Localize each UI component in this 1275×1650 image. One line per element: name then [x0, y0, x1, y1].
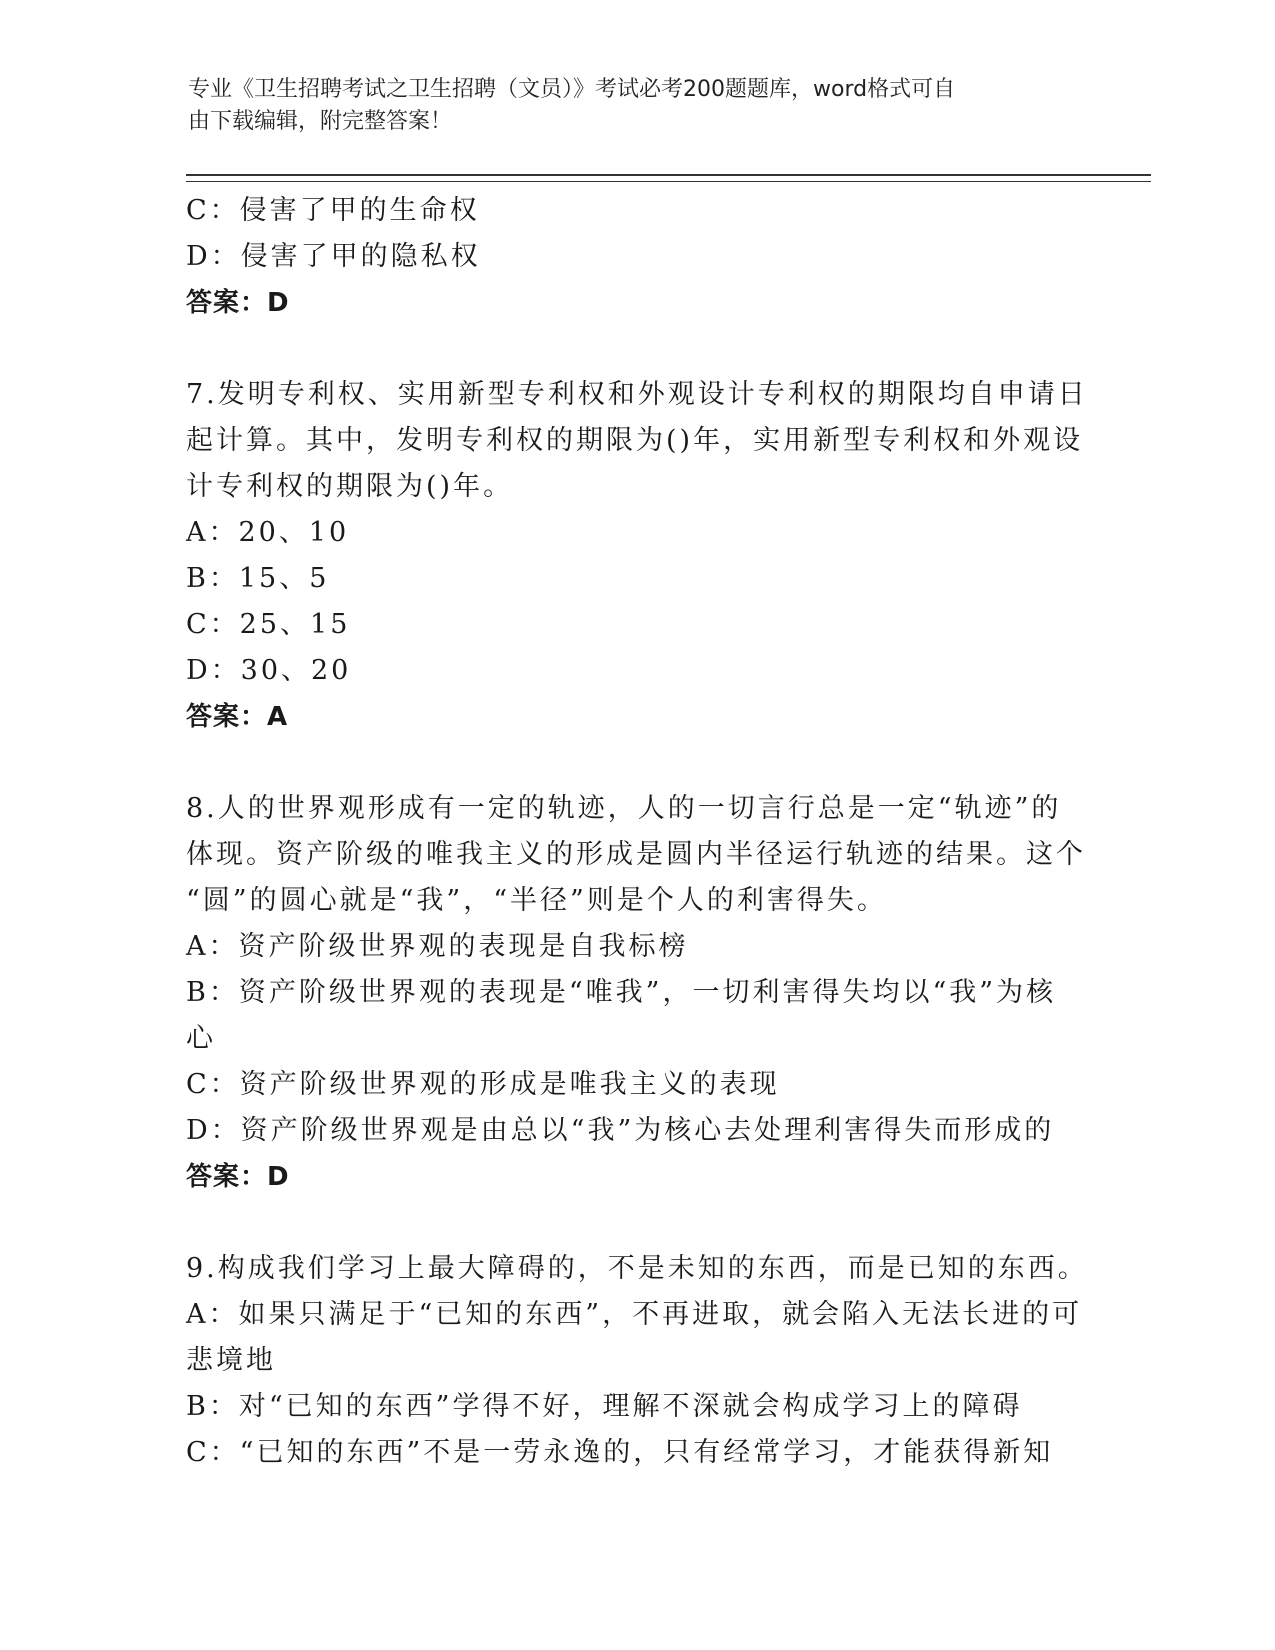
q9-option-a-line-2: 悲境地: [186, 1345, 276, 1376]
q7-stem-line-1: 7.发明专利权、实用新型专利权和外观设计专利权的期限均自申请日: [186, 379, 1088, 410]
q6-option-d: D：侵害了甲的隐私权: [186, 241, 481, 272]
q9-option-a-line-1: A：如果只满足于“已知的东西”，不再进取，就会陷入无法长进的可: [186, 1299, 1083, 1330]
q7-option-b: B：15、5: [186, 563, 330, 594]
q6-option-c: C：侵害了甲的生命权: [186, 195, 480, 226]
q9-option-b: B：对“已知的东西”学得不好，理解不深就会构成学习上的障碍: [186, 1391, 1023, 1422]
spacer: [186, 326, 1086, 372]
q8-option-b-line-1: B：资产阶级世界观的表现是“唯我”，一切利害得失均以“我”为核: [186, 977, 1057, 1008]
header-rule-thin: [186, 181, 1151, 182]
q8-stem-line-3: “圆”的圆心就是“我”，“半径”则是个人的利害得失。: [186, 885, 887, 916]
spacer: [186, 740, 1086, 786]
q8-option-a: A：资产阶级世界观的表现是自我标榜: [186, 931, 689, 962]
q7-option-a: A：20、10: [186, 517, 350, 548]
q6-answer: 答案：D: [186, 288, 290, 318]
q9-option-c: C：“已知的东西”不是一劳永逸的，只有经常学习，才能获得新知: [186, 1437, 1054, 1468]
question-content: [186, 188, 1086, 1476]
q7-stem-line-3: 计专利权的期限为()年。: [186, 471, 514, 502]
q7-stem-line-2: 起计算。其中，发明专利权的期限为()年，实用新型专利权和外观设: [186, 425, 1084, 456]
q7-answer: 答案：A: [186, 702, 289, 732]
q9-stem: 9.构成我们学习上最大障碍的，不是未知的东西，而是已知的东西。: [186, 1253, 1088, 1284]
header-line-1: 专业《卫生招聘考试之卫生招聘（文员）》考试必考200题题库，word格式可自: [188, 77, 956, 102]
q8-stem-line-1: 8.人的世界观形成有一定的轨迹，人的一切言行总是一定“轨迹”的: [186, 793, 1062, 824]
q8-stem-line-2: 体现。资产阶级的唯我主义的形成是圆内半径运行轨迹的结果。这个: [186, 839, 1086, 870]
q7-option-d: D：30、20: [186, 655, 352, 686]
q8-option-b-line-2: 心: [186, 1023, 216, 1054]
document-header: [188, 74, 1068, 138]
q8-answer: 答案：D: [186, 1162, 290, 1192]
q7-option-c: C：25、15: [186, 609, 351, 640]
header-line-2: 由下载编辑，附完整答案！: [188, 109, 453, 134]
header-rule-thick: [186, 174, 1151, 176]
spacer: [186, 1200, 1086, 1246]
q8-option-c: C：资产阶级世界观的形成是唯我主义的表现: [186, 1069, 780, 1100]
q8-option-d: D：资产阶级世界观是由总以“我”为核心去处理利害得失而形成的: [186, 1115, 1055, 1146]
